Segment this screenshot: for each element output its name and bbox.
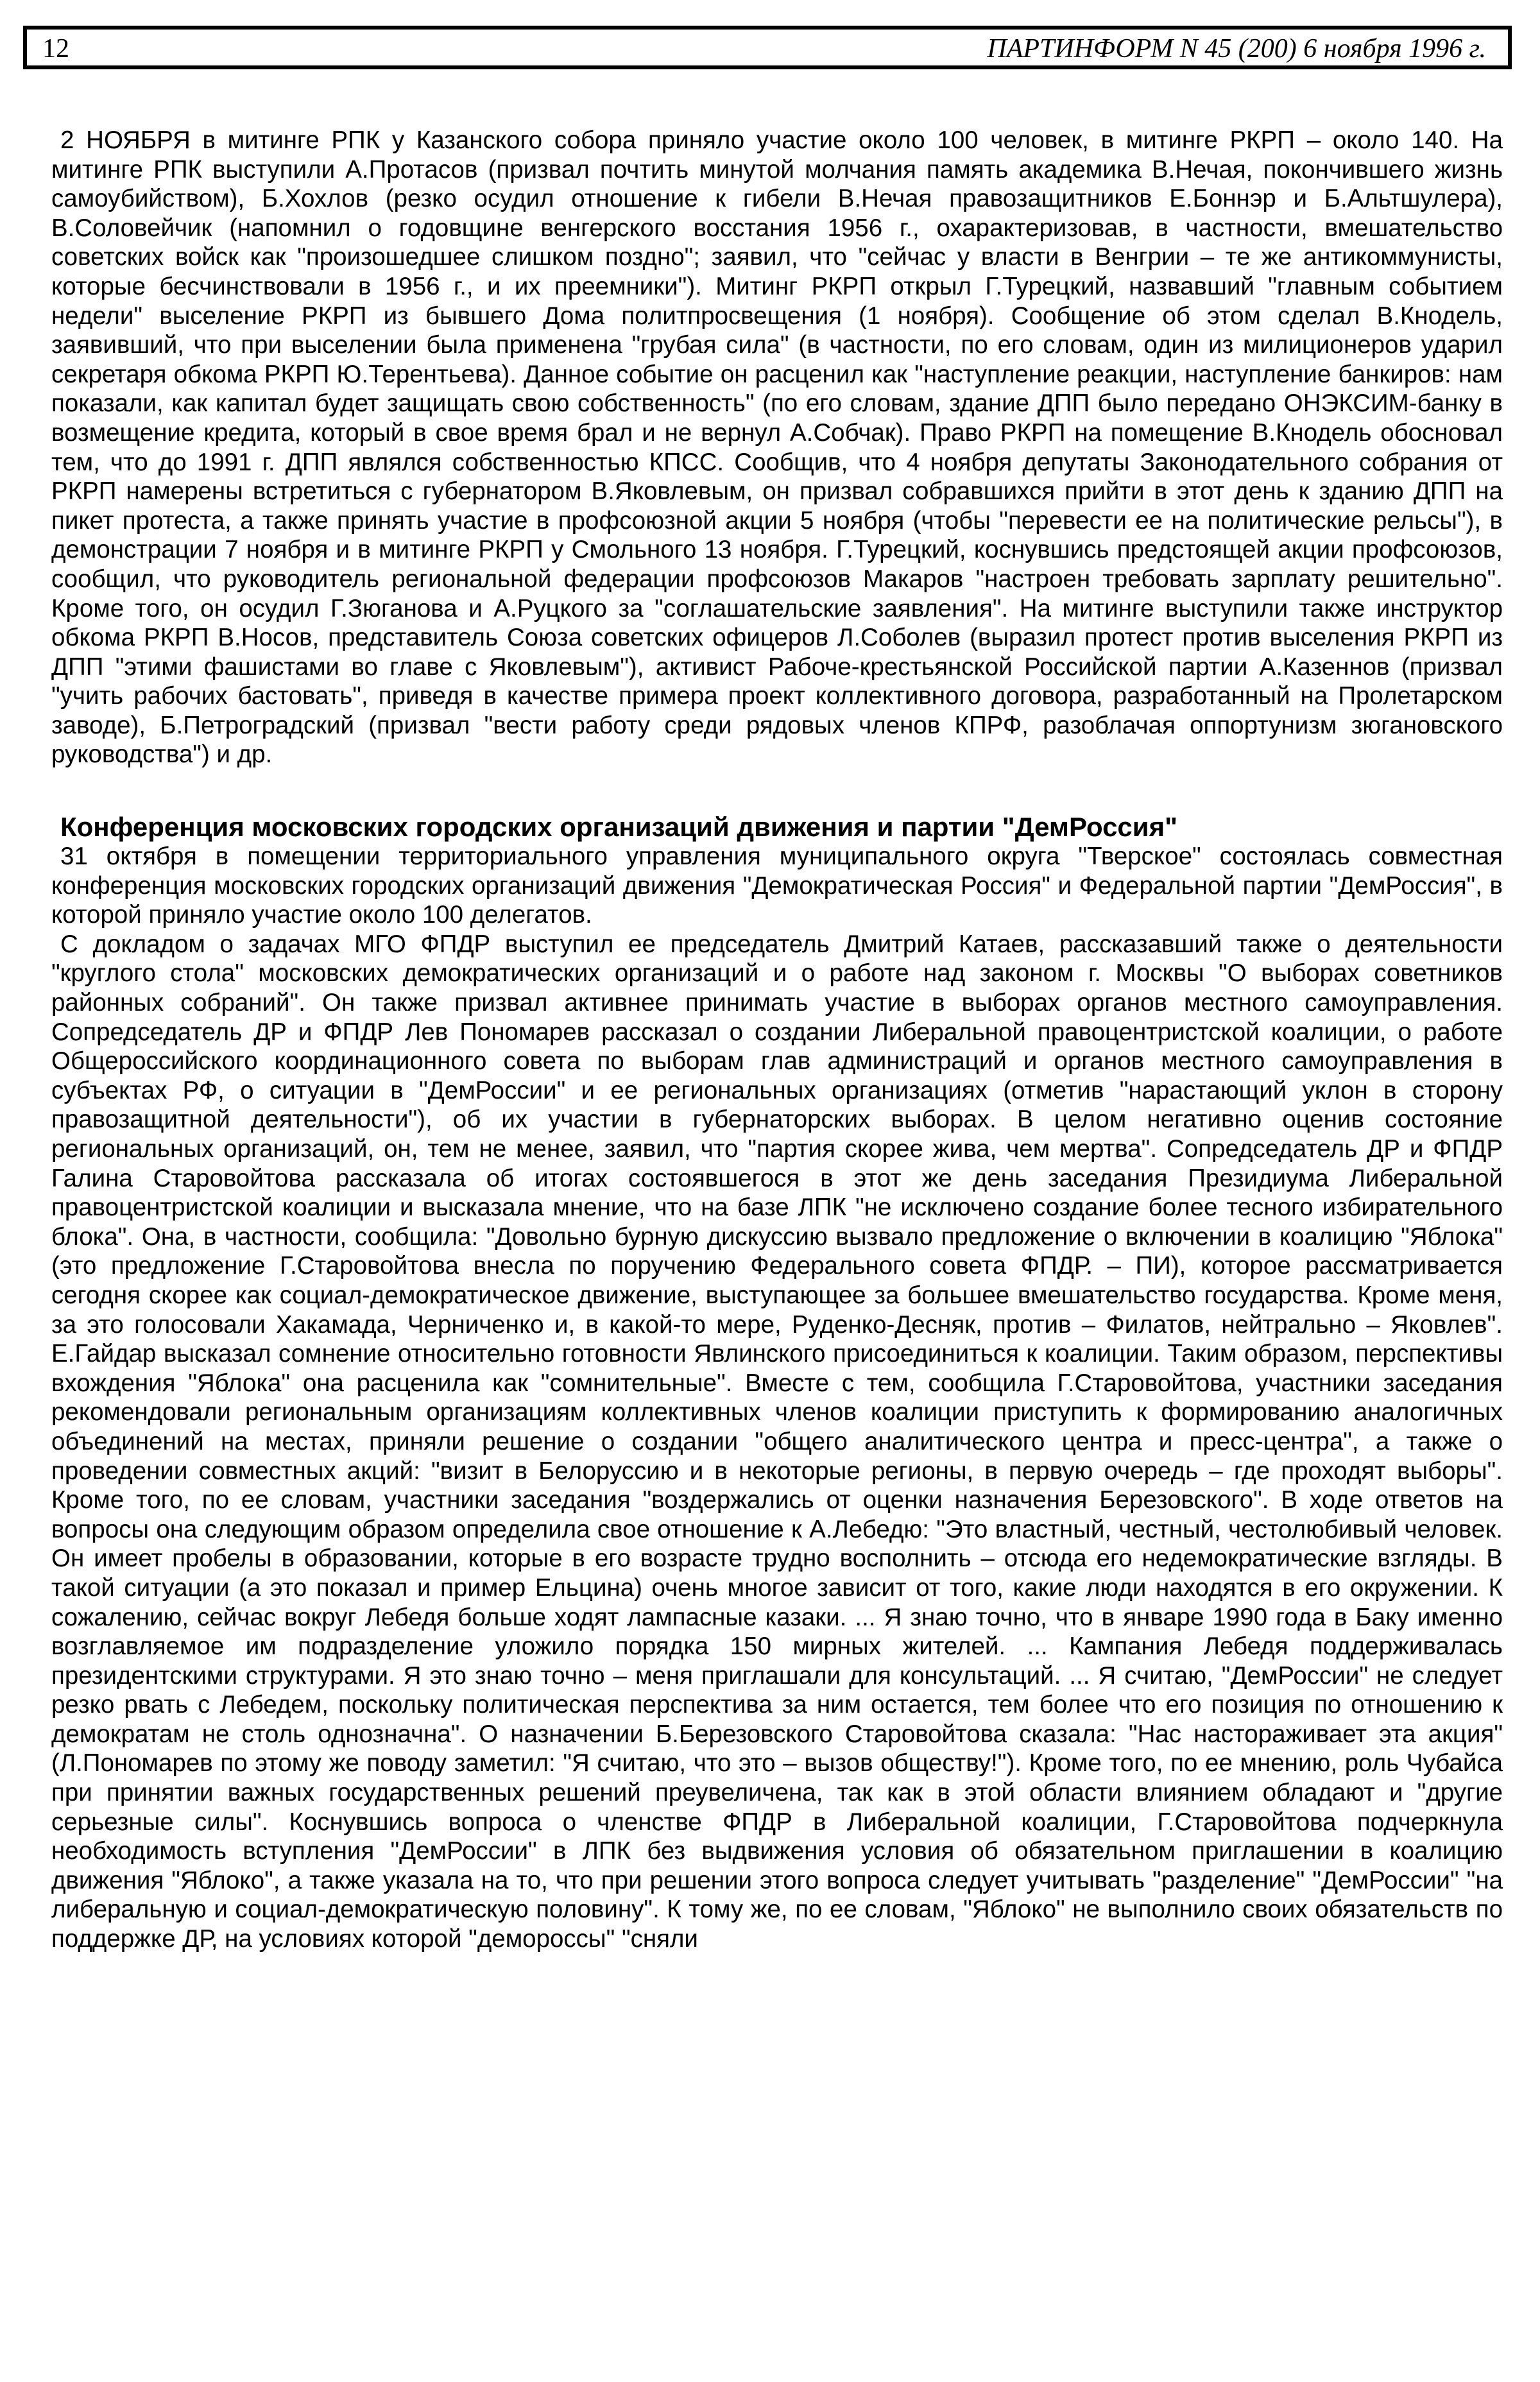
article-paragraph: 2 НОЯБРЯ в митинге РПК у Казанского собора приняло участие около 100 человек, в митинге РКРП – около 140. На митинге РПК выступили А.Протасов (призвал почтить минутой молчания память академика В.Нечая, покончившего жизнь самоубийством), Б.Хохлов (резко осудил отношение к гибели В.Нечая правозащитников Е.Боннэр и Б.Альтшулера), В.Соловейчик (напомнил о годовщине венгерского восстания 1956 г., охарактеризовав, в частности, вмешательство советских войск как "произошедшее слишком поздно"; заявил, что "сейчас у власти в Венгрии – те же антикоммунисты, которые бесчинствовали в 1956 г., и их преемники"). Митинг РКРП открыл Г.Турецкий, назвавший "главным событием недели" выселение РКРП из бывшего Дома политпросвещения (1 ноября). Сообщение об этом сделал В.Кнодель, заявивший, что при выселении была применена "грубая сила" (в частности, по его словам, один из милиционеров ударил секретаря обкома РКРП Ю.Терентьева). Данное событие он расценил как "наступление реакции, наступление банкиров: нам показали, как капитал будет защищать свою собственность" (по его словам, здание ДПП было передано ОНЭКСИМ-банку в возмещение кредита, который в свое время брал и не вернул А.Собчак). Право РКРП на помещение В.Кнодель обосновал тем, что до 1991 г. ДПП являлся собственностью КПСС. Сообщив, что 4 ноября депутаты Законодательного собрания от РКРП намерены встретиться с губернатором В.Яковлевым, он призвал собравшихся прийти в этот день к зданию ДПП на пикет протеста, а также принять участие в профсоюзной акции 5 ноября (чтобы "перевести ее на политические рельсы"), в демонстрации 7 ноября и в митинге РКРП у Смольного 13 ноября. Г.Турецкий, коснувшись предстоящей акции профсоюзов, сообщил, что руководитель региональной федерации профсоюзов Макаров "настроен требовать зарплату решительно". Кроме того, он осудил Г.Зюганова и А.Руцкого за "соглашательские заявления". На митинге выступили также инструктор обкома РКРП В.Носов, представитель Союза советских офицеров Л.Соболев (выразил протест против выселения РКРП из ДПП "этими фашистами во главе с Яковлевым"), активист Рабоче-крестьянской Российской партии А.Казеннов (призвал "учить рабочих бастовать", приведя в качестве примера проект коллективного договора, разработанный на Пролетарском заводе), Б.Петроградский (призвал "вести работу среди рядовых членов КПРФ, разоблачая оппортунизм зюгановского руководства") и др. bbox=[51, 126, 1503, 769]
article-paragraph: 31 октября в помещении территориального управления муниципального округа "Тверское" состоялась совместная конференция московских городских организаций движения "Демократическая Россия" и Федеральной партии "ДемРоссия", в которой приняло участие около 100 делегатов. bbox=[51, 843, 1503, 929]
page-header bbox=[23, 26, 1512, 69]
article-body bbox=[51, 126, 1503, 1954]
page-number: 12 bbox=[42, 34, 69, 64]
article-paragraph: С докладом о задачах МГО ФПДР выступил ее председатель Дмитрий Катаев, рассказавший также о деятельности "круглого стола" московских демократических организаций и о работе над законом г. Москвы "О выборах советников районных собраний". Он также призвал активнее принимать участие в выборах органов местного самоуправления. Сопредседатель ДР и ФПДР Лев Пономарев рассказал о создании Либеральной правоцентристской коалиции, о работе Общероссийского координационного совета по выборам глав администраций и органов местного самоуправления в субъектах РФ, о ситуации в "ДемРоссии" и ее региональных организациях (отметив "нарастающий уклон в сторону правозащитной деятельности"), об их участии в губернаторских выборах. В целом негативно оценив состояние региональных организаций, он, тем не менее, заявил, что "партия скорее жива, чем мертва". Сопредседатель ДР и ФПДР Галина Старовойтова рассказала об итогах состоявшегося в этот же день заседания Президиума Либеральной правоцентристской коалиции и высказала мнение, что на базе ЛПК "не исключено создание более тесного избирательного блока". Она, в частности, сообщила: "Довольно бурную дискуссию вызвало предложение о включении в коалицию "Яблока" (это предложение Г.Старовойтова внесла по поручению Федерального совета ФПДР. – ПИ), которое рассматривается сегодня скорее как социал-демократическое движение, выступающее за большее вмешательство государства. Кроме меня, за это голосовали Хакамада, Черниченко и, в какой-то мере, Руденко-Десняк, против – Филатов, нейтрально – Яковлев". Е.Гайдар высказал сомнение относительно готовности Явлинского присоединиться к коалиции. Таким образом, перспективы вхождения "Яблока" она расценила как "сомнительные". Вместе с тем, сообщила Г.Старовойтова, участники заседания рекомендовали региональным организациям коллективных членов коалиции приступить к формированию аналогичных объединений на местах, приняли решение о создании "общего аналитического центра и пресс-центра", а также о проведении совместных акций: "визит в Белоруссию и в некоторые регионы, в первую очередь – где проходят выборы". Кроме того, по ее словам, участники заседания "воздержались от оценки назначения Березовского". В ходе ответов на вопросы она следующим образом определила свое отношение к А.Лебедю: "Это властный, честный, честолюбивый человек. Он имеет пробелы в образовании, которые в его возрасте трудно восполнить – отсюда его недемократические взгляды. В такой ситуации (а это показал и пример Ельцина) очень многое зависит от того, какие люди находятся в его окружении. К сожалению, сейчас вокруг Лебедя больше ходят лампасные казаки. ... Я знаю точно, что в январе 1990 года в Баку именно возглавляемое им подразделение уложило порядка 150 мирных жителей. ... Кампания Лебедя поддерживалась президентскими структурами. Я это знаю точно – меня приглашали для консультаций. ... Я считаю, "ДемРоссии" не следует резко рвать с Лебедем, поскольку политическая перспектива за ним остается, тем более что его позиция по отношению к демократам не столь однозначна". О назначении Б.Березовского Старовойтова сказала: "Нас настораживает эта акция" (Л.Пономарев по этому же поводу заметил: "Я считаю, что это – вызов обществу!"). Кроме того, по ее мнению, роль Чубайса при принятии важных государственных решений преувеличена, так как в этой области влиянием обладают и "другие серьезные силы". Коснувшись вопроса о членстве ФПДР в Либеральной коалиции, Г.Старовойтова подчеркнула необходимость вступления "ДемРоссии" в ЛПК без выдвижения условия об обязательном приглашении в коалицию движения "Яблоко", а также указала на то, что при решении этого вопроса следует учитывать "разделение" "ДемРоссии" "на либеральную и социал-демократическую половину". К тому же, по ее словам, "Яблоко" не выполнило своих обязательств по поддержке ДР, на условиях которой "демороссы" "сняли bbox=[51, 930, 1503, 1953]
publication-title: ПАРТИНФОРМ N 45 (200) 6 ноября 1996 г. bbox=[987, 34, 1486, 64]
section-heading: Конференция московских городских организаций движения и партии "ДемРоссия" bbox=[60, 812, 1178, 843]
